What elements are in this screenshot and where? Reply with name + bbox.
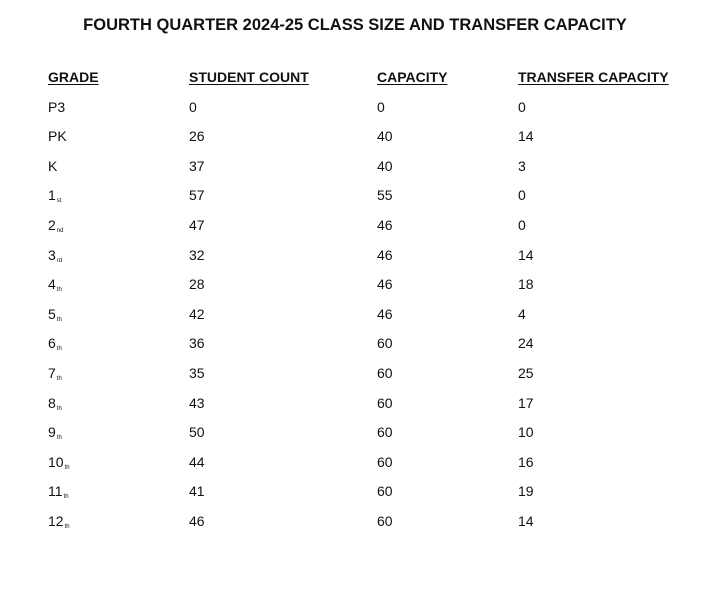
grade-cell bbox=[48, 421, 62, 447]
capacity-cell: 40 bbox=[377, 128, 393, 145]
grade-cell bbox=[48, 96, 65, 118]
transfer-capacity-cell: 24 bbox=[518, 335, 534, 352]
grade-value: 9 bbox=[48, 424, 56, 441]
grade-ordinal-suffix: th bbox=[63, 494, 69, 501]
transfer-capacity-cell: 18 bbox=[518, 276, 534, 293]
student-count-cell: 36 bbox=[189, 335, 205, 352]
header-transfer-capacity: TRANSFER CAPACITY bbox=[518, 69, 669, 85]
transfer-capacity-cell: 14 bbox=[518, 512, 534, 529]
grade-value: 4 bbox=[48, 276, 56, 293]
grade-value: 8 bbox=[48, 394, 56, 411]
student-count-cell: 42 bbox=[189, 305, 205, 322]
table-row bbox=[48, 332, 668, 362]
table-row bbox=[48, 244, 668, 274]
table-row bbox=[48, 421, 668, 451]
table-row bbox=[48, 184, 668, 214]
capacity-cell: 60 bbox=[377, 483, 393, 500]
student-count-cell: 47 bbox=[189, 216, 205, 233]
student-count-cell: 26 bbox=[189, 128, 205, 145]
grade-cell bbox=[48, 273, 62, 299]
table-row bbox=[48, 392, 668, 422]
student-count-cell: 43 bbox=[189, 394, 205, 411]
grade-value: 12 bbox=[48, 512, 64, 529]
grade-ordinal-suffix: nd bbox=[56, 227, 64, 234]
grade-cell bbox=[48, 332, 62, 358]
student-count-cell: 57 bbox=[189, 187, 205, 204]
student-count-cell: 0 bbox=[189, 98, 197, 115]
grade-value: 2 bbox=[48, 216, 56, 233]
grade-cell bbox=[48, 155, 57, 177]
page-title: FOURTH QUARTER 2024-25 CLASS SIZE AND TRANSFER CAPACITY bbox=[83, 16, 627, 34]
transfer-capacity-cell: 14 bbox=[518, 246, 534, 263]
grade-value: 5 bbox=[48, 305, 56, 322]
grade-cell bbox=[48, 244, 62, 270]
transfer-capacity-cell: 14 bbox=[518, 128, 534, 145]
grade-ordinal-suffix: th bbox=[56, 435, 62, 442]
student-count-cell: 50 bbox=[189, 424, 205, 441]
transfer-capacity-cell: 4 bbox=[518, 305, 526, 322]
capacity-cell: 60 bbox=[377, 453, 393, 470]
grade-cell bbox=[48, 214, 63, 240]
student-count-cell: 44 bbox=[189, 453, 205, 470]
grade-value: P3 bbox=[48, 98, 66, 115]
student-count-cell: 32 bbox=[189, 246, 205, 263]
capacity-cell: 60 bbox=[377, 364, 393, 381]
grade-value: 10 bbox=[48, 453, 64, 470]
table-row bbox=[48, 362, 668, 392]
table-header-row bbox=[48, 66, 668, 96]
student-count-cell: 46 bbox=[189, 512, 205, 529]
capacity-cell: 46 bbox=[377, 276, 393, 293]
student-count-cell: 35 bbox=[189, 364, 205, 381]
grade-cell bbox=[48, 392, 62, 418]
grade-ordinal-suffix: th bbox=[64, 464, 70, 471]
grade-ordinal-suffix: th bbox=[56, 316, 62, 323]
grade-cell bbox=[48, 303, 62, 329]
grade-ordinal-suffix: rd bbox=[56, 257, 63, 264]
grade-cell bbox=[48, 362, 62, 388]
grade-value: 7 bbox=[48, 364, 56, 381]
table-row bbox=[48, 510, 668, 540]
grade-cell bbox=[48, 125, 67, 147]
capacity-cell: 0 bbox=[377, 98, 385, 115]
capacity-cell: 40 bbox=[377, 157, 393, 174]
grade-cell bbox=[48, 184, 61, 210]
transfer-capacity-cell: 16 bbox=[518, 453, 534, 470]
capacity-cell: 60 bbox=[377, 394, 393, 411]
transfer-capacity-cell: 10 bbox=[518, 424, 534, 441]
table-row bbox=[48, 273, 668, 303]
transfer-capacity-cell: 19 bbox=[518, 483, 534, 500]
grade-value: 6 bbox=[48, 335, 56, 352]
transfer-capacity-cell: 0 bbox=[518, 98, 526, 115]
grade-ordinal-suffix: th bbox=[56, 405, 62, 412]
table-row bbox=[48, 96, 668, 126]
table-row bbox=[48, 451, 668, 481]
header-student-count: STUDENT COUNT bbox=[189, 69, 309, 85]
grade-value: 3 bbox=[48, 246, 56, 263]
transfer-capacity-cell: 17 bbox=[518, 394, 534, 411]
table-body bbox=[48, 96, 668, 540]
capacity-cell: 60 bbox=[377, 335, 393, 352]
grade-ordinal-suffix: th bbox=[56, 346, 62, 353]
table-row bbox=[48, 155, 668, 185]
table-row bbox=[48, 480, 668, 510]
grade-cell bbox=[48, 451, 70, 477]
transfer-capacity-cell: 0 bbox=[518, 187, 526, 204]
grade-value: 1 bbox=[48, 187, 56, 204]
capacity-cell: 60 bbox=[377, 512, 393, 529]
table-row bbox=[48, 125, 668, 155]
student-count-cell: 28 bbox=[189, 276, 205, 293]
grade-cell bbox=[48, 480, 69, 506]
transfer-capacity-cell: 25 bbox=[518, 364, 534, 381]
class-size-table bbox=[48, 66, 668, 540]
header-grade: GRADE bbox=[48, 69, 99, 85]
grade-value: K bbox=[48, 157, 58, 174]
capacity-cell: 60 bbox=[377, 424, 393, 441]
table-row bbox=[48, 303, 668, 333]
grade-cell bbox=[48, 510, 70, 536]
capacity-cell: 46 bbox=[377, 246, 393, 263]
transfer-capacity-cell: 3 bbox=[518, 157, 526, 174]
grade-ordinal-suffix: st bbox=[56, 198, 62, 205]
grade-ordinal-suffix: th bbox=[56, 375, 62, 382]
grade-value: PK bbox=[48, 128, 67, 145]
student-count-cell: 41 bbox=[189, 483, 205, 500]
grade-ordinal-suffix: th bbox=[64, 523, 70, 530]
capacity-cell: 55 bbox=[377, 187, 393, 204]
table-row bbox=[48, 214, 668, 244]
header-capacity: CAPACITY bbox=[377, 69, 448, 85]
transfer-capacity-cell: 0 bbox=[518, 216, 526, 233]
grade-value: 11 bbox=[48, 483, 63, 500]
grade-ordinal-suffix: th bbox=[56, 287, 62, 294]
capacity-cell: 46 bbox=[377, 305, 393, 322]
capacity-cell: 46 bbox=[377, 216, 393, 233]
student-count-cell: 37 bbox=[189, 157, 205, 174]
